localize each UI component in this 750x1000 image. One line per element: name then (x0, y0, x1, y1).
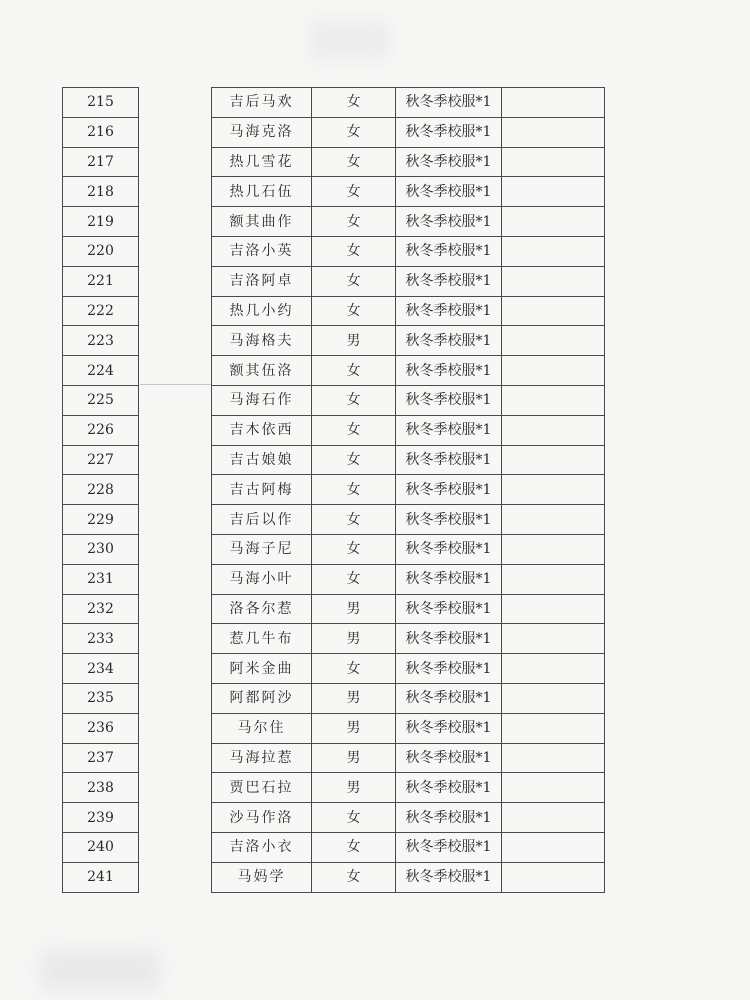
table-row (212, 505, 605, 535)
blank-cell (502, 266, 605, 296)
blank-cell (502, 326, 605, 356)
table-row (63, 534, 139, 564)
name-cell: 阿米金曲 (212, 654, 312, 684)
name-cell: 热几雪花 (212, 147, 312, 177)
serial-number-cell: 225 (63, 385, 139, 415)
item-cell: 秋冬季校服*1 (396, 713, 502, 743)
gender-cell: 男 (312, 773, 396, 803)
name-cell: 吉后以作 (212, 505, 312, 535)
table-row (63, 88, 139, 118)
table-row (212, 743, 605, 773)
table-row (212, 624, 605, 654)
table-row (63, 832, 139, 862)
blank-cell (502, 207, 605, 237)
table-row (212, 356, 605, 386)
serial-number-cell: 231 (63, 564, 139, 594)
blank-cell (502, 862, 605, 892)
gender-cell: 男 (312, 624, 396, 654)
item-cell: 秋冬季校服*1 (396, 296, 502, 326)
table-row (212, 117, 605, 147)
table-row (63, 475, 139, 505)
serial-number-cell: 226 (63, 415, 139, 445)
serial-number-cell: 232 (63, 594, 139, 624)
blank-cell (502, 803, 605, 833)
item-cell: 秋冬季校服*1 (396, 862, 502, 892)
table-row (212, 207, 605, 237)
item-cell: 秋冬季校服*1 (396, 803, 502, 833)
name-cell: 吉古娘娘 (212, 445, 312, 475)
table-row (63, 683, 139, 713)
table-row (63, 713, 139, 743)
table-row (212, 445, 605, 475)
table-row (212, 534, 605, 564)
table-row (212, 177, 605, 207)
gender-cell: 女 (312, 147, 396, 177)
serial-number-table (62, 87, 139, 893)
scan-artifact-line (140, 384, 211, 385)
blank-cell (502, 683, 605, 713)
item-cell: 秋冬季校服*1 (396, 773, 502, 803)
item-cell: 秋冬季校服*1 (396, 236, 502, 266)
table-row (212, 88, 605, 118)
blank-cell (502, 773, 605, 803)
item-cell: 秋冬季校服*1 (396, 415, 502, 445)
table-row (63, 385, 139, 415)
table-row (212, 236, 605, 266)
gender-cell: 男 (312, 743, 396, 773)
gender-cell: 女 (312, 385, 396, 415)
name-cell: 惹几牛布 (212, 624, 312, 654)
name-cell: 马海子尼 (212, 534, 312, 564)
item-cell: 秋冬季校服*1 (396, 505, 502, 535)
gender-cell: 女 (312, 564, 396, 594)
name-cell: 洛各尔惹 (212, 594, 312, 624)
name-cell: 吉木依西 (212, 415, 312, 445)
item-cell: 秋冬季校服*1 (396, 88, 502, 118)
table-row (212, 415, 605, 445)
serial-number-cell: 218 (63, 177, 139, 207)
name-cell: 额其伍洛 (212, 356, 312, 386)
gender-cell: 女 (312, 862, 396, 892)
item-cell: 秋冬季校服*1 (396, 594, 502, 624)
item-cell: 秋冬季校服*1 (396, 207, 502, 237)
gender-cell: 女 (312, 207, 396, 237)
table-row (212, 564, 605, 594)
table-row (212, 266, 605, 296)
table-row (212, 862, 605, 892)
name-cell: 马海克洛 (212, 117, 312, 147)
serial-number-cell: 221 (63, 266, 139, 296)
name-cell: 吉后马欢 (212, 88, 312, 118)
table-row (212, 832, 605, 862)
table-row (63, 117, 139, 147)
table-row (63, 326, 139, 356)
blank-cell (502, 743, 605, 773)
item-cell: 秋冬季校服*1 (396, 564, 502, 594)
item-cell: 秋冬季校服*1 (396, 445, 502, 475)
gender-cell: 女 (312, 88, 396, 118)
name-cell: 吉古阿梅 (212, 475, 312, 505)
table-row (63, 743, 139, 773)
serial-number-cell: 229 (63, 505, 139, 535)
table-row (63, 862, 139, 892)
blank-cell (502, 654, 605, 684)
name-cell: 贾巴石拉 (212, 773, 312, 803)
serial-number-cell: 240 (63, 832, 139, 862)
item-cell: 秋冬季校服*1 (396, 624, 502, 654)
item-cell: 秋冬季校服*1 (396, 147, 502, 177)
blank-cell (502, 475, 605, 505)
serial-number-cell: 222 (63, 296, 139, 326)
serial-number-cell: 238 (63, 773, 139, 803)
item-cell: 秋冬季校服*1 (396, 266, 502, 296)
name-cell: 吉洛小衣 (212, 832, 312, 862)
gender-cell: 女 (312, 296, 396, 326)
table-row (63, 505, 139, 535)
blank-cell (502, 624, 605, 654)
scan-smudge (310, 20, 390, 60)
scan-smudge (40, 950, 160, 990)
name-cell: 阿都阿沙 (212, 683, 312, 713)
gender-cell: 女 (312, 445, 396, 475)
name-cell: 马海拉惹 (212, 743, 312, 773)
table-row (212, 385, 605, 415)
gender-cell: 女 (312, 832, 396, 862)
blank-cell (502, 88, 605, 118)
table-row (63, 266, 139, 296)
blank-cell (502, 147, 605, 177)
table-row (63, 296, 139, 326)
table-row (212, 773, 605, 803)
name-cell: 马尔住 (212, 713, 312, 743)
item-cell: 秋冬季校服*1 (396, 117, 502, 147)
item-cell: 秋冬季校服*1 (396, 356, 502, 386)
name-cell: 额其曲作 (212, 207, 312, 237)
gender-cell: 女 (312, 117, 396, 147)
serial-number-cell: 230 (63, 534, 139, 564)
blank-cell (502, 505, 605, 535)
item-cell: 秋冬季校服*1 (396, 654, 502, 684)
table-row (212, 594, 605, 624)
table-row (212, 713, 605, 743)
gender-cell: 男 (312, 326, 396, 356)
item-cell: 秋冬季校服*1 (396, 177, 502, 207)
blank-cell (502, 713, 605, 743)
gender-cell: 男 (312, 683, 396, 713)
serial-number-cell: 217 (63, 147, 139, 177)
name-cell: 马海小叶 (212, 564, 312, 594)
serial-number-cell: 237 (63, 743, 139, 773)
table-row (63, 564, 139, 594)
serial-number-cell: 215 (63, 88, 139, 118)
uniform-distribution-table (211, 87, 605, 893)
serial-number-cell: 224 (63, 356, 139, 386)
table-row (63, 207, 139, 237)
gender-cell: 女 (312, 415, 396, 445)
gender-cell: 女 (312, 505, 396, 535)
item-cell: 秋冬季校服*1 (396, 832, 502, 862)
name-cell: 热几石伍 (212, 177, 312, 207)
table-row (212, 475, 605, 505)
blank-cell (502, 594, 605, 624)
serial-number-cell: 235 (63, 683, 139, 713)
name-cell: 吉洛小英 (212, 236, 312, 266)
blank-cell (502, 177, 605, 207)
serial-number-cell: 223 (63, 326, 139, 356)
table-row (212, 803, 605, 833)
table-row (63, 624, 139, 654)
table-row (63, 803, 139, 833)
serial-number-cell: 219 (63, 207, 139, 237)
gender-cell: 女 (312, 475, 396, 505)
blank-cell (502, 117, 605, 147)
blank-cell (502, 534, 605, 564)
table-row (212, 654, 605, 684)
gender-cell: 女 (312, 534, 396, 564)
table-row (63, 236, 139, 266)
gender-cell: 女 (312, 236, 396, 266)
gender-cell: 女 (312, 356, 396, 386)
table-row (212, 147, 605, 177)
serial-number-cell: 228 (63, 475, 139, 505)
blank-cell (502, 415, 605, 445)
serial-number-cell: 241 (63, 862, 139, 892)
serial-number-cell: 234 (63, 654, 139, 684)
name-cell: 沙马作洛 (212, 803, 312, 833)
name-cell: 热几小约 (212, 296, 312, 326)
item-cell: 秋冬季校服*1 (396, 683, 502, 713)
gender-cell: 男 (312, 713, 396, 743)
blank-cell (502, 296, 605, 326)
name-cell: 马妈学 (212, 862, 312, 892)
gender-cell: 女 (312, 654, 396, 684)
blank-cell (502, 445, 605, 475)
gender-cell: 女 (312, 266, 396, 296)
table-row (63, 773, 139, 803)
blank-cell (502, 564, 605, 594)
table-row (63, 356, 139, 386)
serial-number-cell: 216 (63, 117, 139, 147)
table-row (212, 683, 605, 713)
table-row (63, 177, 139, 207)
item-cell: 秋冬季校服*1 (396, 385, 502, 415)
item-cell: 秋冬季校服*1 (396, 743, 502, 773)
table-row (212, 296, 605, 326)
table-row (63, 147, 139, 177)
item-cell: 秋冬季校服*1 (396, 534, 502, 564)
serial-number-cell: 220 (63, 236, 139, 266)
blank-cell (502, 385, 605, 415)
blank-cell (502, 356, 605, 386)
serial-number-cell: 227 (63, 445, 139, 475)
table-row (63, 445, 139, 475)
table-row (63, 594, 139, 624)
gender-cell: 男 (312, 594, 396, 624)
name-cell: 马海石作 (212, 385, 312, 415)
blank-cell (502, 832, 605, 862)
serial-number-cell: 233 (63, 624, 139, 654)
table-row (212, 326, 605, 356)
table-row (63, 654, 139, 684)
table-row (63, 415, 139, 445)
serial-number-cell: 239 (63, 803, 139, 833)
gender-cell: 女 (312, 177, 396, 207)
item-cell: 秋冬季校服*1 (396, 475, 502, 505)
item-cell: 秋冬季校服*1 (396, 326, 502, 356)
serial-number-cell: 236 (63, 713, 139, 743)
name-cell: 马海格夫 (212, 326, 312, 356)
name-cell: 吉洛阿卓 (212, 266, 312, 296)
blank-cell (502, 236, 605, 266)
gender-cell: 女 (312, 803, 396, 833)
